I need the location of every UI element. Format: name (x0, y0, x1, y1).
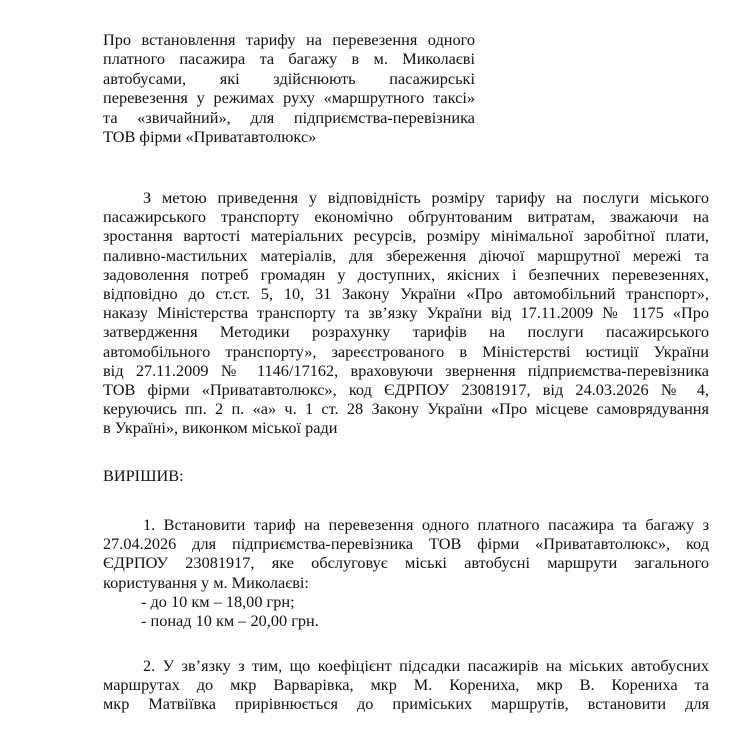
preamble-line: відповідно до ст.ст. 5, 10, 31 Закону України «Про автомобільний транспорт», (103, 284, 709, 304)
item-1-line: 1. Встановити тариф на перевезення одного платного пасажира та багажу з (143, 515, 709, 534)
item-2-paragraph (103, 656, 709, 714)
preamble-line: затвердження Методики розрахунку тарифів на послуги пасажирського (103, 322, 709, 342)
preamble-paragraph (103, 188, 709, 438)
preamble-line: задоволення потреб громадян у доступних, якісних і безпечних перевезеннях, (103, 264, 709, 284)
item-2-line: маршрутах до мкр Варварівка, мкр М. Корениха, мкр В. Корениха та (103, 675, 709, 695)
preamble-line: З метою приведення у відповідність розміру тарифу на послуги міського (143, 188, 709, 207)
tariff-item: - до 10 км – 18,00 грн; (141, 591, 295, 611)
preamble-line: наказу Міністерства транспорту та зв’язку України від 17.11.2009 № 1175 «Про (103, 303, 709, 323)
preamble-line: керуючись пп. 2 п. «а» ч. 1 ст. 28 Закону України «Про місцеве самоврядування (103, 399, 709, 419)
preamble-line: зростання вартості матеріальних ресурсів, розміру мінімальної заробітної плати, (103, 226, 709, 246)
preamble-line: автомобільного транспорту», зареєстрованого в Міністерстві юстиції України (103, 341, 709, 361)
document-title (103, 30, 475, 146)
decision-heading: ВИРІШИВ: (103, 466, 184, 485)
title-line: та «звичайний», для підприємства-перевізника (103, 107, 475, 127)
title-line: перевезення у режимах руху «маршрутного таксі» (103, 88, 475, 108)
title-line: ТОВ фірми «Приватавтолюкс» (103, 127, 317, 147)
title-line: автобусами, які здійснюють пасажирські (103, 68, 475, 88)
item-2-line: 2. У зв’язку з тим, що коефіцієнт підсадки пасажирів на міських автобусних (143, 656, 709, 675)
item-2-line: мкр Матвіївка прирівнюється до приміських маршрутів, встановити для (103, 694, 709, 714)
preamble-line: в Україні», виконком міської ради (103, 418, 338, 438)
item-1-line: 27.04.2026 для підприємства-перевізника ТОВ фірми «Приватавтолюкс», код (103, 534, 709, 554)
item-1-line: ЄДРПОУ 23081917, яке обслуговує міські автобусні маршрути загального (103, 553, 709, 573)
preamble-line: від 27.11.2009 № 1146/17162, враховуючи звернення підприємства-перевізника (103, 360, 709, 380)
title-line: платного пасажира та багажу в м. Миколаєві (103, 49, 475, 69)
preamble-line: ТОВ фірми «Приватавтолюкс», код ЄДРПОУ 23081917, від 24.03.2026 № 4, (103, 380, 709, 400)
item-1-paragraph (103, 515, 709, 630)
item-1-line: користування у м. Миколаєві: (103, 572, 309, 592)
preamble-line: пасажирського транспорту економічно обґрунтованим витратам, зважаючи на (103, 207, 709, 227)
title-line: Про встановлення тарифу на перевезення одного (103, 30, 475, 49)
preamble-line: паливно-мастильних матеріалів, для збереження діючої маршрутної мережі та (103, 245, 709, 265)
tariff-item: - понад 10 км – 20,00 грн. (141, 611, 319, 631)
